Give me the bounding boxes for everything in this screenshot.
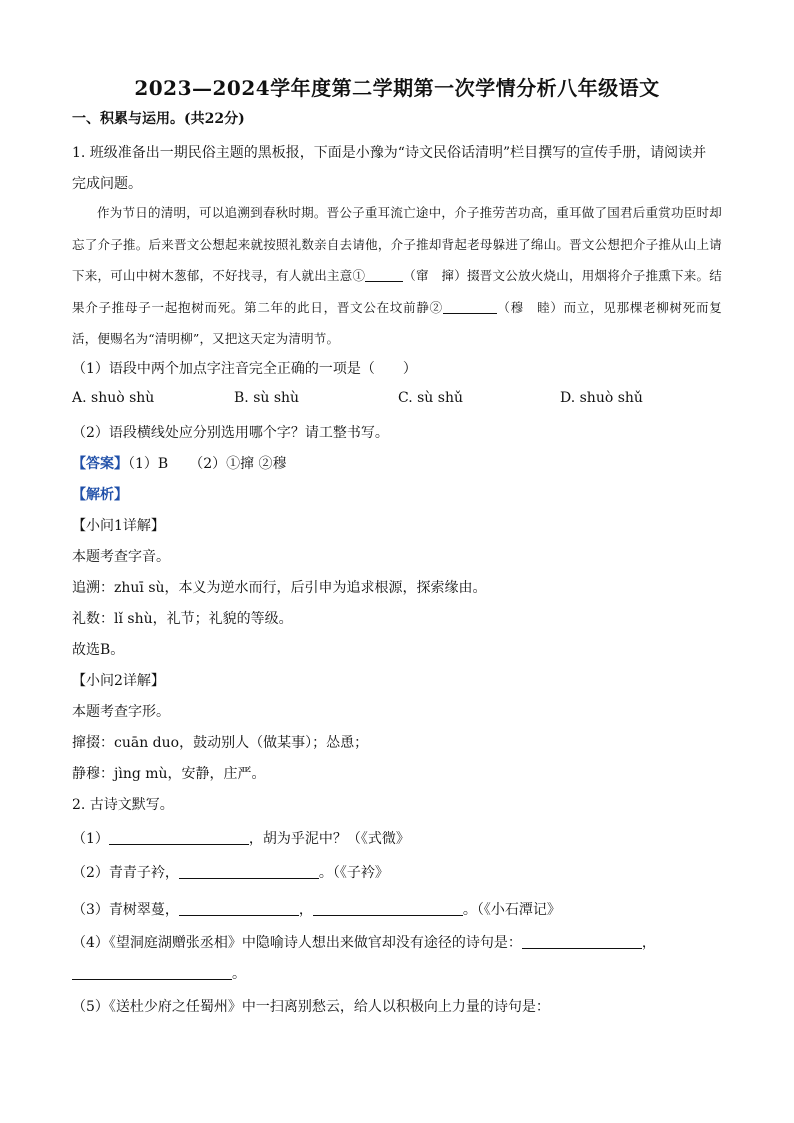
q2-item-1-prefix: （1） [72,831,109,847]
passage-part2: （窜 撺）掇晋文公放火烧山，用烟将介子推熏下来。结果介子推母子一起抱树而死。第二年的此日，晋文公在坟前静② [72,268,722,315]
passage-blank-1 [365,267,403,282]
q2-item-4-cont [72,963,246,983]
option-c: C. sù shǔ [398,390,463,406]
analysis-label: 【解析】 [72,487,128,503]
q2-item-4-end: 。 [232,966,246,982]
q2-item-1 [72,828,410,848]
q2-stem: 2. 古诗文默写。 [72,797,174,813]
page-title: 2023—2024学年度第二学期第一次学情分析八年级语文 [134,76,660,100]
q2-item-3-comma: ， [298,902,313,918]
q2-item-1-suffix: ，胡为乎泥中？（《式微》 [248,831,410,847]
answer-blank [72,965,232,980]
passage-blank-2 [443,299,497,314]
q2-item-4-prefix: （4）《望洞庭湖赠张丞相》中隐喻诗人想出来做官却没有途径的诗句是： [72,935,522,951]
detail1-label: 【小问1详解】 [72,518,165,534]
detail1-line: 故选B。 [72,642,125,658]
answer-blank [313,901,463,916]
q1-passage [72,197,722,355]
answer-blank [179,901,299,916]
detail1-line: 本题考查字音。 [72,549,170,565]
detail2-line: 静穆：jìng mù，安静，庄严。 [72,766,266,782]
answer-blank [109,830,249,845]
answer-blank [179,864,319,879]
passage-part3: （穆 睦）而立，见那棵老柳树死而复活，便赐名为“清明柳”，又把这天定为清明节。 [72,299,722,346]
detail2-label: 【小问2详解】 [72,673,165,689]
q2-item-3-prefix: （3）青树翠蔓， [72,902,179,918]
q2-item-3 [72,899,561,919]
q2-item-3-suffix: 。（《小石潭记》 [462,902,561,918]
option-b: B. sù shù [234,390,300,406]
answer-label: 【答案】 [72,456,128,472]
q2-item-2-suffix: 。（《子衿》 [318,865,389,881]
q2-item-2 [72,862,389,882]
q1-sub2: （2）语段横线处应分别选用哪个字？请工整书写。 [72,425,389,441]
section-heading: 一、积累与运用。(共22分) [72,111,245,127]
q2-item-4-comma: ， [641,935,656,951]
answer-blank [522,934,642,949]
passage-part1: 作为节日的清明，可以追溯到春秋时期。晋公子重耳流亡途中，介子推劳苦功高，重耳做了国君后重赏功臣时却忘了介子推。后来晋文公想起来就按照礼数亲自去请他，介子推却背起老母躲进了绵山。晋文公想把介子推从山上请下来，可山中树木葱郁，不好找寻，有人就出主意① [72,205,722,283]
q2-item-2-prefix: （2）青青子衿， [72,865,179,881]
q2-item-4 [72,932,656,952]
q1-sub1: （1）语段中两个加点字注音完全正确的一项是（ ） [72,361,417,377]
answer-text: （1）B （2）①撺 ②穆 [128,456,287,472]
option-d: D. shuò shǔ [560,390,643,406]
q2-item-5: （5）《送杜少府之任蜀州》中一扫离别愁云，给人以积极向上力量的诗句是： [72,999,550,1015]
answer-line [72,453,287,473]
q1-stem-line2: 完成问题。 [72,176,142,192]
q1-stem-line1: 1. 班级准备出一期民俗主题的黑板报，下面是小豫为“诗文民俗话清明”栏目撰写的宣传手册，请阅读并 [72,145,707,161]
detail1-line: 礼数：lǐ shù，礼节；礼貌的等级。 [72,611,293,627]
detail2-line: 撺掇：cuān duo，鼓动别人（做某事）；怂恿； [72,735,369,751]
option-a: A. shuò shù [72,390,155,406]
detail2-line: 本题考查字形。 [72,704,170,720]
detail1-line: 追溯：zhuī sù，本义为逆水而行，后引申为追求根源，探索缘由。 [72,580,487,596]
